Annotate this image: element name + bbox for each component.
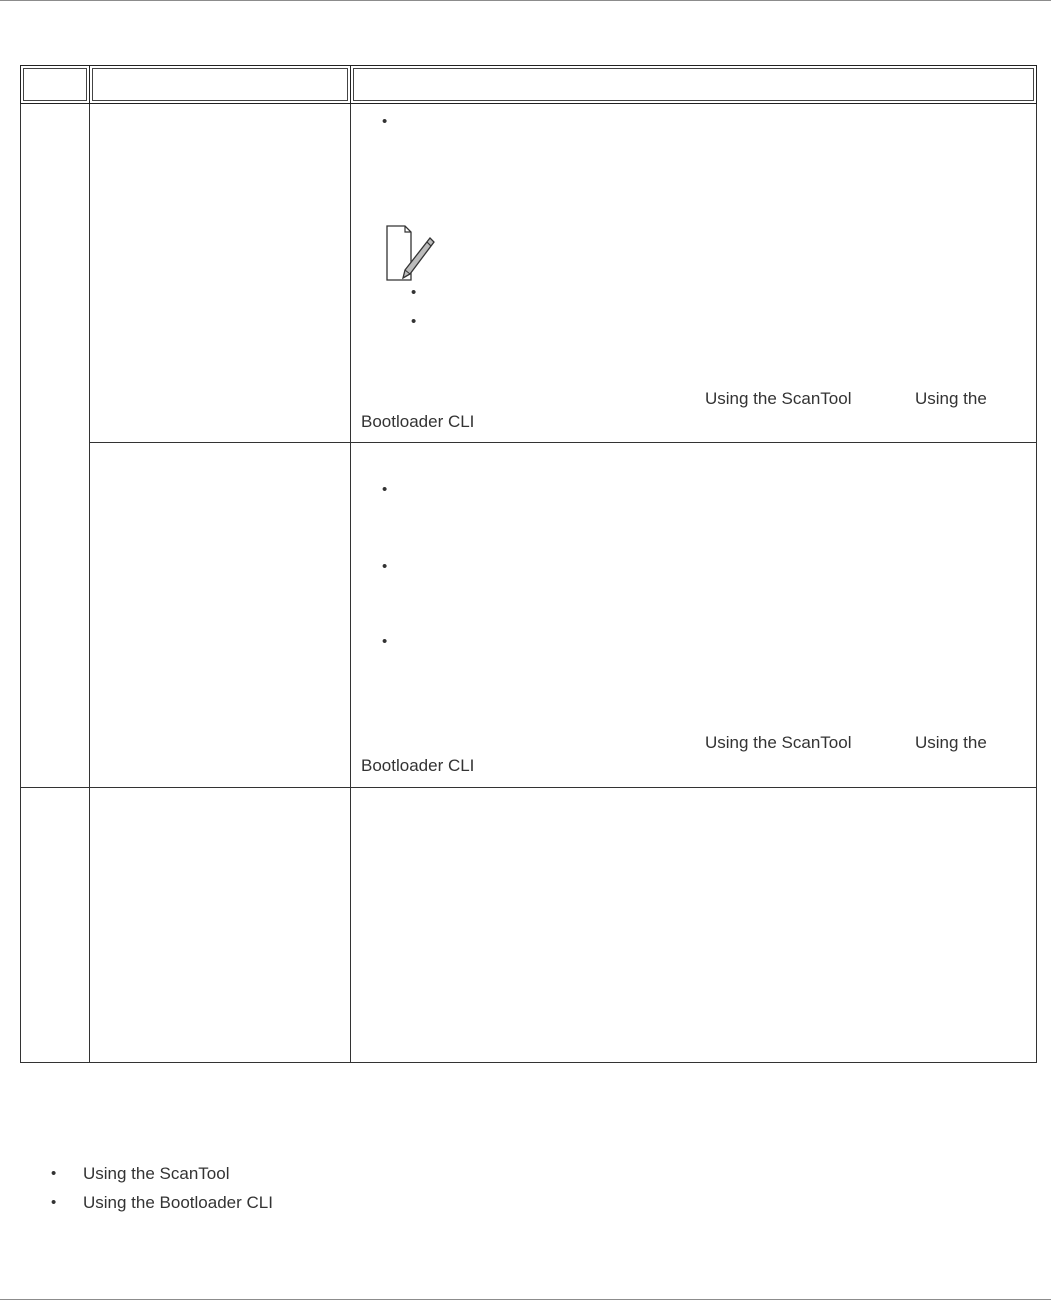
link-using-the-scantool[interactable]: Using the ScanTool: [705, 733, 852, 752]
link-using-the[interactable]: Using the: [915, 733, 987, 752]
table-left-border: [20, 104, 21, 1063]
table-row-divider-2: [20, 787, 1037, 788]
table-row-divider-1: [89, 442, 1037, 443]
page-top-rule: [0, 0, 1051, 1]
table-header-col3: [350, 65, 1037, 104]
bullet-marker: •: [411, 313, 417, 330]
bullet-marker: •: [382, 113, 388, 130]
table-header-col2: [89, 65, 351, 104]
link-using-the-scantool[interactable]: Using the ScanTool: [83, 1164, 230, 1183]
link-bootloader-cli[interactable]: Bootloader CLI: [361, 412, 475, 431]
link-using-the-scantool[interactable]: Using the ScanTool: [705, 389, 852, 408]
link-using-the-bootloader-cli[interactable]: Using the Bootloader CLI: [83, 1193, 273, 1212]
table-header-col1: [20, 65, 90, 104]
bullet-marker: •: [382, 633, 388, 650]
table-col2-divider: [350, 104, 351, 1063]
bullet-marker: •: [51, 1194, 57, 1211]
bullet-marker: •: [382, 558, 388, 575]
table-col1-divider: [89, 104, 90, 1063]
bullet-marker: •: [382, 481, 388, 498]
bullet-marker: •: [411, 284, 417, 301]
bullet-marker: •: [51, 1165, 57, 1182]
table-right-border: [1036, 104, 1037, 1063]
note-pencil-icon: [383, 224, 437, 284]
table-bottom-border: [20, 1062, 1037, 1063]
link-using-the[interactable]: Using the: [915, 389, 987, 408]
link-bootloader-cli[interactable]: Bootloader CLI: [361, 756, 475, 775]
